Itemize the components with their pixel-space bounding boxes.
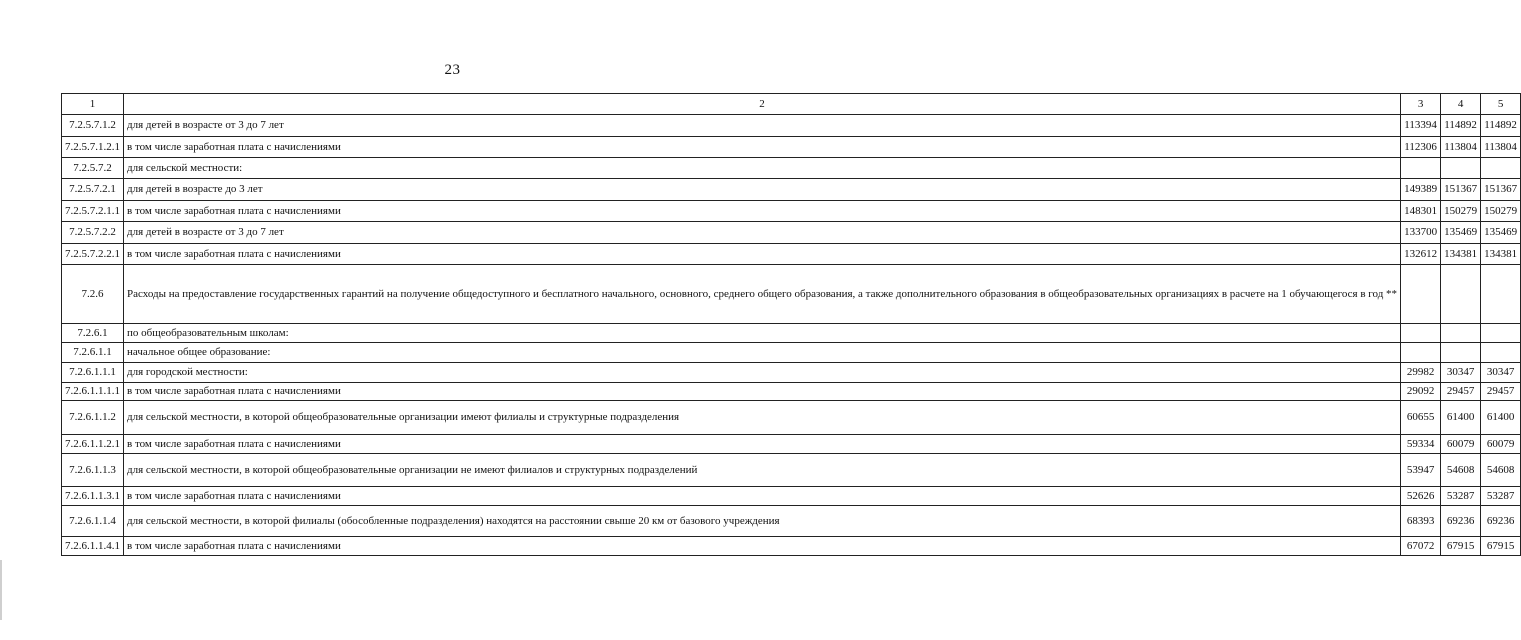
row-value-col-3: 68393	[1401, 506, 1441, 537]
row-code: 7.2.5.7.2.1	[62, 179, 124, 201]
row-code: 7.2.6.1.1.3	[62, 454, 124, 487]
row-code: 7.2.5.7.2.2	[62, 222, 124, 244]
row-code: 7.2.6.1.1.4	[62, 506, 124, 537]
row-value-col-3: 29092	[1401, 383, 1441, 401]
row-code: 7.2.5.7.1.2	[62, 115, 124, 137]
page-number: 23	[444, 62, 461, 78]
row-value-col-4: 114892	[1441, 115, 1481, 137]
table-row	[62, 383, 1521, 401]
row-description: в том числе заработная плата с начислениями	[124, 244, 1401, 265]
table-row	[62, 115, 1521, 137]
row-value-col-3	[1401, 265, 1441, 324]
row-description: в том числе заработная плата с начислениями	[124, 383, 1401, 401]
row-value-col-5: 54608	[1481, 454, 1521, 487]
row-value-col-5: 150279	[1481, 201, 1521, 222]
row-value-col-3: 112306	[1401, 137, 1441, 158]
row-value-col-3: 52626	[1401, 487, 1441, 506]
row-value-col-5: 67915	[1481, 537, 1521, 556]
row-description: для детей в возрасте от 3 до 7 лет	[124, 115, 1401, 137]
row-value-col-4	[1441, 265, 1481, 324]
table-row	[62, 324, 1521, 343]
row-description: в том числе заработная плата с начислениями	[124, 537, 1401, 556]
table-row	[62, 137, 1521, 158]
header-row	[62, 94, 1521, 115]
row-value-col-5: 151367	[1481, 179, 1521, 201]
row-value-col-4: 67915	[1441, 537, 1481, 556]
data-table	[61, 93, 1521, 556]
row-description: в том числе заработная плата с начислениями	[124, 137, 1401, 158]
row-value-col-5: 61400	[1481, 401, 1521, 435]
row-value-col-5: 69236	[1481, 506, 1521, 537]
row-code: 7.2.5.7.2	[62, 158, 124, 179]
row-description: для городской местности:	[124, 363, 1401, 383]
row-code: 7.2.5.7.1.2.1	[62, 137, 124, 158]
row-value-col-3: 132612	[1401, 244, 1441, 265]
table-row	[62, 363, 1521, 383]
row-code: 7.2.6.1	[62, 324, 124, 343]
row-value-col-3: 67072	[1401, 537, 1441, 556]
table-body	[62, 94, 1521, 556]
row-value-col-5: 134381	[1481, 244, 1521, 265]
row-value-col-4: 54608	[1441, 454, 1481, 487]
header-col-2: 2	[124, 94, 1401, 115]
row-description: для детей в возрасте от 3 до 7 лет	[124, 222, 1401, 244]
row-value-col-5	[1481, 158, 1521, 179]
row-value-col-5	[1481, 265, 1521, 324]
table-row	[62, 454, 1521, 487]
row-code: 7.2.6.1.1.4.1	[62, 537, 124, 556]
row-description: для сельской местности, в которой филиалы (обособленные подразделения) находятся на расстоянии свыше 20 км от базового учреждения	[124, 506, 1401, 537]
header-col-1: 1	[62, 94, 124, 115]
row-value-col-4: 53287	[1441, 487, 1481, 506]
row-value-col-3: 29982	[1401, 363, 1441, 383]
row-description: в том числе заработная плата с начислениями	[124, 201, 1401, 222]
row-code: 7.2.6	[62, 265, 124, 324]
row-value-col-3: 59334	[1401, 435, 1441, 454]
row-value-col-4: 61400	[1441, 401, 1481, 435]
row-description: в том числе заработная плата с начислениями	[124, 487, 1401, 506]
row-value-col-5	[1481, 343, 1521, 363]
table-row	[62, 265, 1521, 324]
row-code: 7.2.6.1.1	[62, 343, 124, 363]
row-code: 7.2.6.1.1.3.1	[62, 487, 124, 506]
row-value-col-5: 135469	[1481, 222, 1521, 244]
table-row	[62, 506, 1521, 537]
row-value-col-4: 113804	[1441, 137, 1481, 158]
table-row	[62, 179, 1521, 201]
row-value-col-5: 53287	[1481, 487, 1521, 506]
row-code: 7.2.6.1.1.2.1	[62, 435, 124, 454]
row-code: 7.2.5.7.2.1.1	[62, 201, 124, 222]
row-description: для сельской местности, в которой общеобразовательные организации имеют филиалы и структурные подразделения	[124, 401, 1401, 435]
table-row	[62, 343, 1521, 363]
row-value-col-5: 113804	[1481, 137, 1521, 158]
table-row	[62, 487, 1521, 506]
row-description: начальное общее образование:	[124, 343, 1401, 363]
table-row	[62, 244, 1521, 265]
row-value-col-4	[1441, 324, 1481, 343]
row-value-col-4: 29457	[1441, 383, 1481, 401]
row-value-col-4	[1441, 343, 1481, 363]
table-row	[62, 222, 1521, 244]
row-value-col-3: 53947	[1401, 454, 1441, 487]
row-value-col-5: 29457	[1481, 383, 1521, 401]
row-code: 7.2.6.1.1.1	[62, 363, 124, 383]
row-description: в том числе заработная плата с начислениями	[124, 435, 1401, 454]
table-row	[62, 201, 1521, 222]
table-row	[62, 435, 1521, 454]
row-description: для сельской местности, в которой общеобразовательные организации не имеют филиалов и структурных подразделений	[124, 454, 1401, 487]
row-value-col-3	[1401, 324, 1441, 343]
row-value-col-4: 30347	[1441, 363, 1481, 383]
table-row	[62, 537, 1521, 556]
row-value-col-4: 134381	[1441, 244, 1481, 265]
row-value-col-4: 135469	[1441, 222, 1481, 244]
row-value-col-3	[1401, 343, 1441, 363]
row-value-col-5: 60079	[1481, 435, 1521, 454]
row-value-col-4: 60079	[1441, 435, 1481, 454]
row-description: для сельской местности:	[124, 158, 1401, 179]
row-description: Расходы на предоставление государственных гарантий на получение общедоступного и бесплатного начального, основного, среднего общего образования, а также дополнительного образования в общеобразовательных организациях в расчете на 1 обучающегося в год **	[124, 265, 1401, 324]
row-value-col-5: 30347	[1481, 363, 1521, 383]
row-value-col-3: 60655	[1401, 401, 1441, 435]
row-value-col-5	[1481, 324, 1521, 343]
table-row	[62, 401, 1521, 435]
row-value-col-4: 151367	[1441, 179, 1481, 201]
row-code: 7.2.5.7.2.2.1	[62, 244, 124, 265]
row-value-col-4: 150279	[1441, 201, 1481, 222]
table-row	[62, 158, 1521, 179]
row-code: 7.2.6.1.1.1.1	[62, 383, 124, 401]
row-value-col-4: 69236	[1441, 506, 1481, 537]
header-col-5: 5	[1481, 94, 1521, 115]
row-code: 7.2.6.1.1.2	[62, 401, 124, 435]
row-value-col-3: 133700	[1401, 222, 1441, 244]
header-col-4: 4	[1441, 94, 1481, 115]
row-value-col-3: 148301	[1401, 201, 1441, 222]
row-description: для детей в возрасте до 3 лет	[124, 179, 1401, 201]
header-col-3: 3	[1401, 94, 1441, 115]
row-value-col-3: 113394	[1401, 115, 1441, 137]
row-value-col-4	[1441, 158, 1481, 179]
row-description: по общеобразовательным школам:	[124, 324, 1401, 343]
row-value-col-5: 114892	[1481, 115, 1521, 137]
row-value-col-3	[1401, 158, 1441, 179]
scan-edge-mark	[0, 560, 2, 620]
row-value-col-3: 149389	[1401, 179, 1441, 201]
